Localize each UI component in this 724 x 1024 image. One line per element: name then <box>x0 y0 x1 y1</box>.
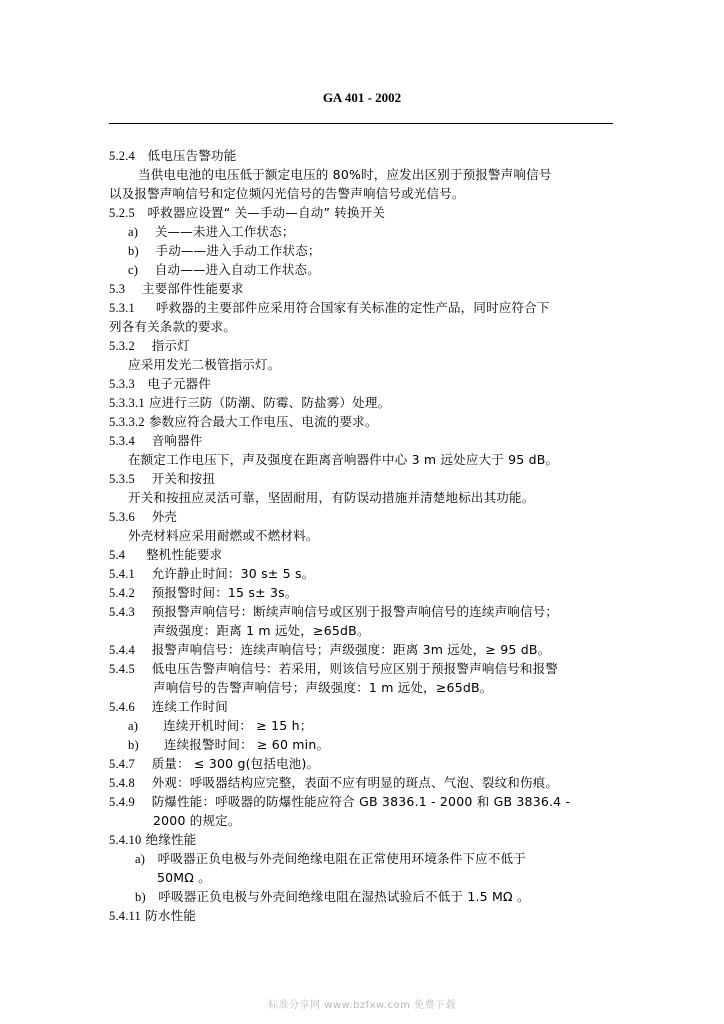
line: 5.4 整机性能要求 <box>109 547 223 562</box>
line: 5.4.11 防水性能 <box>109 908 196 923</box>
line: a) 连续开机时间： ≥ 15 h； <box>128 718 313 733</box>
line: 声响信号的告警声响信号；声级强度：1 m 远处，≥65dB。 <box>153 680 493 695</box>
line: 2000 的规定。 <box>153 813 241 828</box>
line: 50MΩ 。 <box>157 870 211 885</box>
line: 5.4.1 允许静止时间：30 s± 5 s。 <box>109 566 315 581</box>
line: 5.4.10 绝缘性能 <box>109 832 197 847</box>
line: a) 呼吸器正负电极与外壳间绝缘电阻在正常使用环境条件下应不低于 <box>135 851 526 866</box>
line: b) 呼吸器正负电极与外壳间绝缘电阻在湿热试验后不低于 1.5 MΩ 。 <box>135 889 530 904</box>
line: b) 手动——进入手动工作状态； <box>128 243 321 258</box>
line: 5.2.4 低电压告警功能 <box>109 148 237 163</box>
line: 当供电电池的电压低于额定电压的 80%时，应发出区别于预报警声响信号 <box>138 167 552 182</box>
line: 应采用发光二极管指示灯。 <box>128 357 281 372</box>
line: 在额定工作电压下，声及强度在距离音响器件中心 3 m 远处应大于 95 dB。 <box>128 452 559 467</box>
line: 5.4.5 低电压告警声响信号：若采用，则该信号应区别于预报警声响信号和报警 <box>109 661 559 676</box>
line: 5.4.2 预报警时间：15 s± 3s。 <box>109 585 298 600</box>
line: 5.3.1 呼救器的主要部件应采用符合国家有关标准的定性产品，同时应符合下 <box>109 300 550 315</box>
line: 5.4.4 报警声响信号：连续声响信号；声级强度：距离 3m 远处，≥ 95 dB。 <box>109 642 551 657</box>
line: 5.3.5 开关和按扭 <box>109 471 216 486</box>
line: 5.3.3 电子元器件 <box>109 376 212 391</box>
line: 声级强度：距离 1 m 远处，≥65dB。 <box>153 623 370 638</box>
line: 5.3.3.1 应进行三防（防潮、防霉、防盐雾）处理。 <box>109 395 391 410</box>
line: 5.3.3.2 参数应符合最大工作电压、电流的要求。 <box>109 414 378 429</box>
line: 5.4.8 外观：呼吸器结构应完整，表面不应有明显的斑点、气泡、裂纹和伤痕。 <box>109 775 559 790</box>
line: a) 关——未进入工作状态； <box>128 224 295 239</box>
line: c) 自动——进入自动工作状态。 <box>128 262 320 277</box>
line: 5.4.9 防爆性能：呼吸器的防爆性能应符合 GB 3836.1 - 2000 和 GB 3836.4 - <box>109 794 571 809</box>
line: 开关和按扭应灵活可靠，坚固耐用，有防误动措施并清楚地标出其功能。 <box>128 490 535 505</box>
line: 5.2.5 呼救器应设置“ 关—手动—自动” 转换开关 <box>109 205 386 220</box>
header-rule <box>109 123 613 124</box>
line: b) 连续报警时间： ≥ 60 min。 <box>128 737 330 752</box>
line: 5.4.7 质量： ≤ 300 g(包括电池)。 <box>109 756 320 771</box>
watermark-footer: 标准分享网 www.bzfxw.com 免费下载 <box>268 1000 456 1011</box>
line: 外壳材料应采用耐燃或不燃材料。 <box>128 528 319 543</box>
line: 5.4.3 预报警声响信号：断续声响信号或区别于报警声响信号的连续声响信号； <box>109 604 559 619</box>
line: 5.4.6 连续工作时间 <box>109 699 228 714</box>
line: 5.3.4 音响器件 <box>109 433 203 448</box>
line: 5.3 主要部件性能要求 <box>109 281 244 296</box>
line: 5.3.6 外壳 <box>109 509 178 524</box>
document-header: GA 401 - 2002 <box>322 90 402 105</box>
line: 以及报警声响信号和定位频闪光信号的告警声响信号或光信号。 <box>109 186 465 201</box>
line: 5.3.2 指示灯 <box>109 338 190 353</box>
line: 列各有关条款的要求。 <box>109 319 237 334</box>
